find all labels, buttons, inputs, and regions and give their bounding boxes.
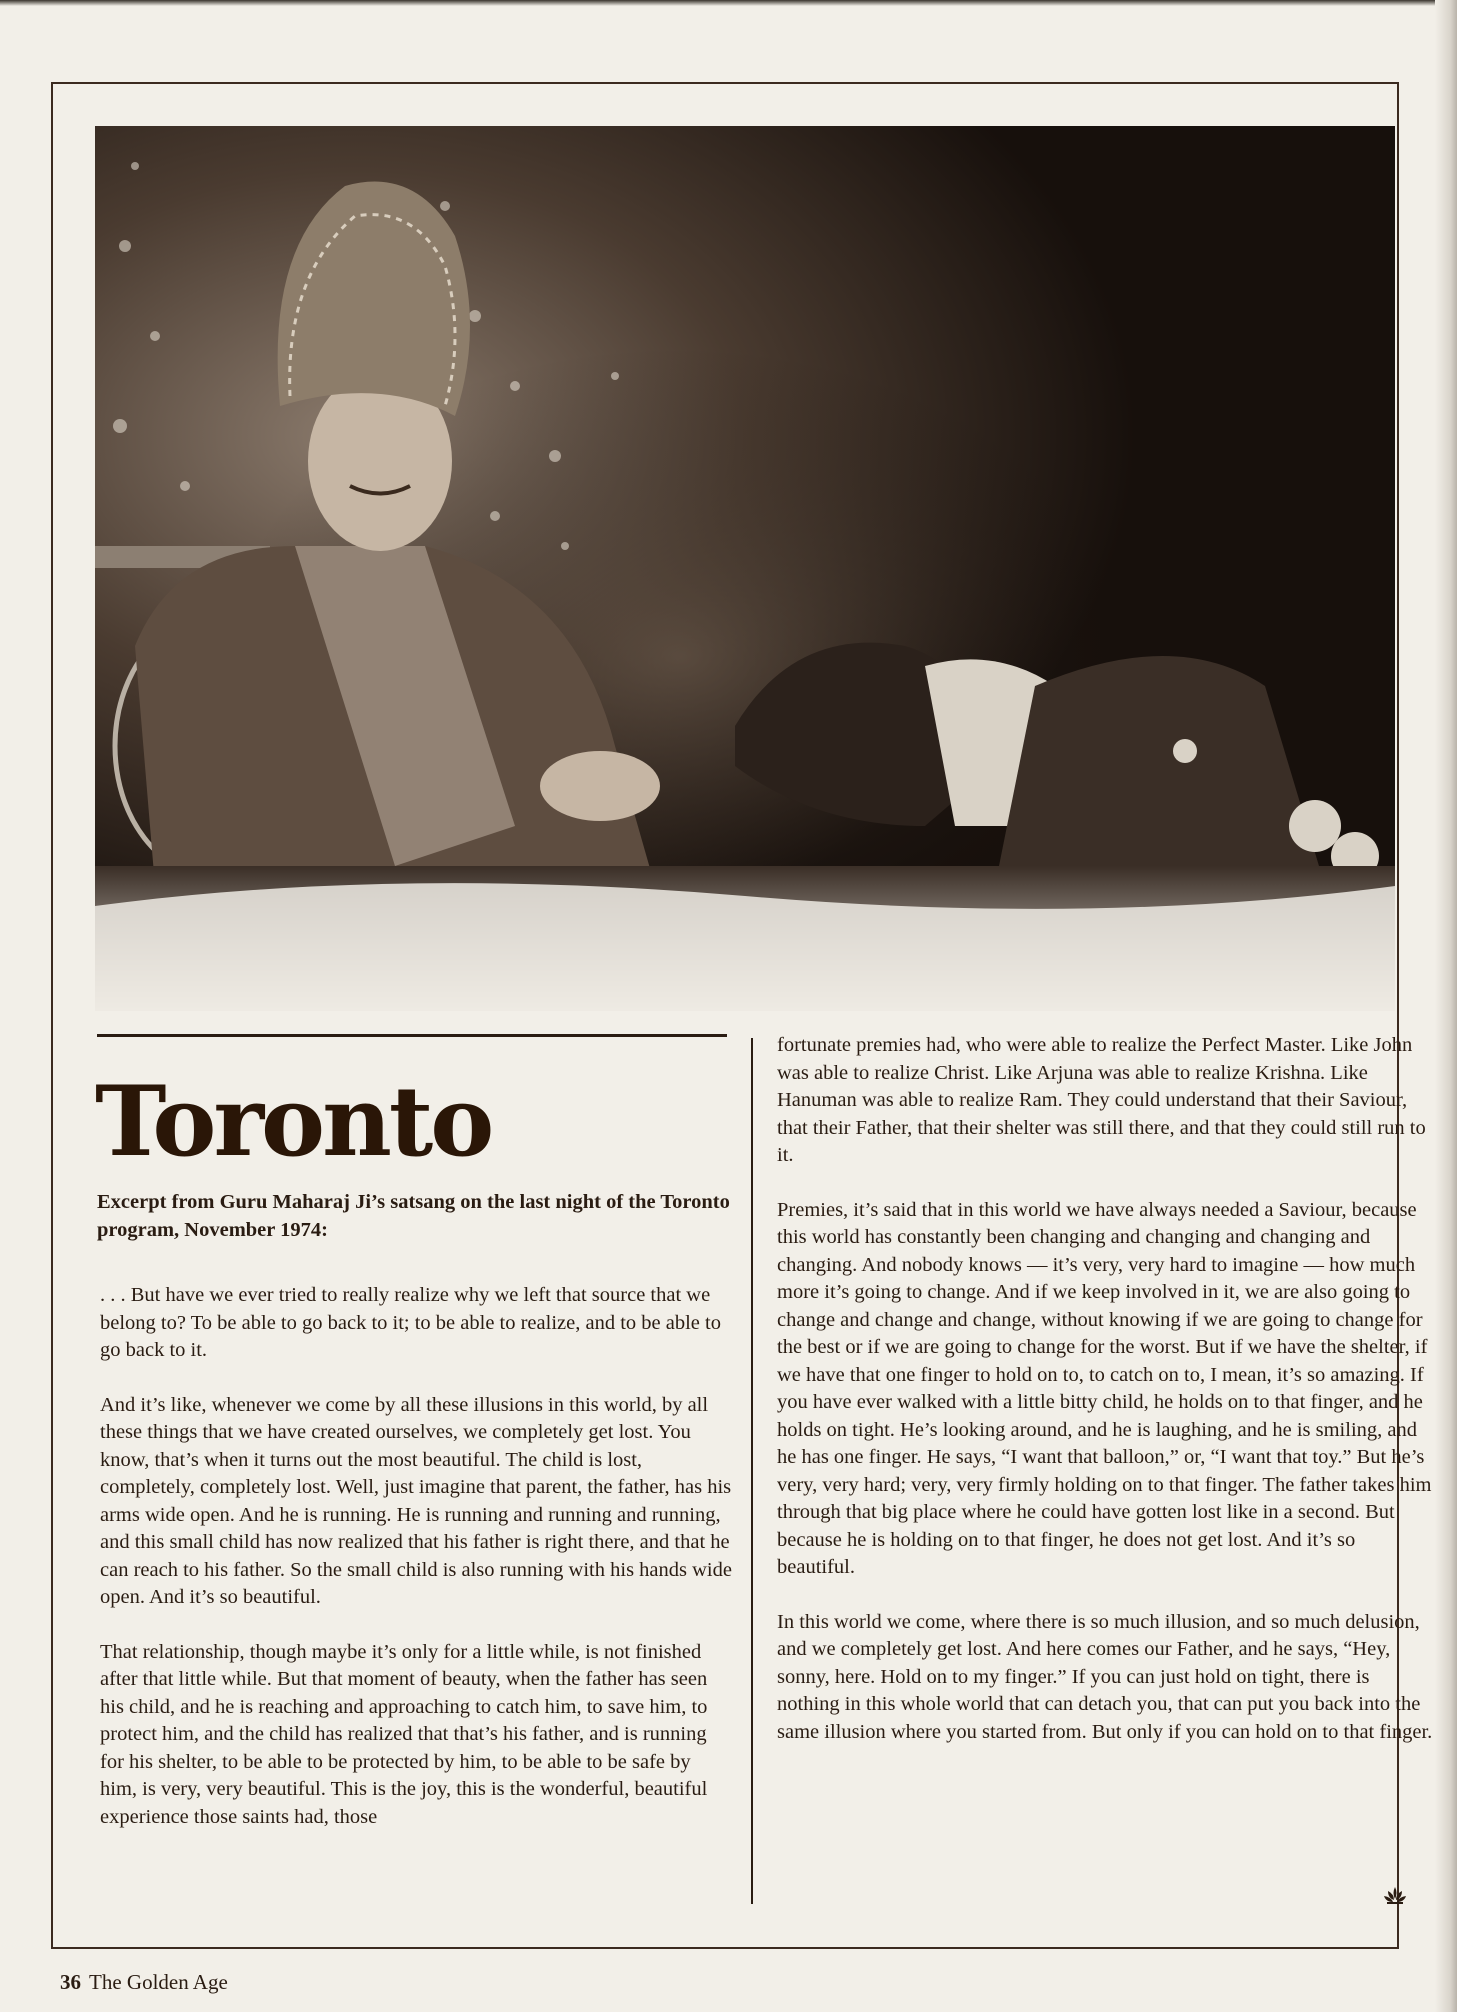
- page-top-shadow: [0, 0, 1457, 6]
- page-footer: [60, 1970, 228, 1995]
- page-number: 36: [60, 1970, 81, 1994]
- paragraph: That relationship, though maybe it’s only for a little while, is not finished after that little while. But that moment of beauty, when the father has seen his child, and he is reaching and approaching to catch him, to save him, to protect him, and the child has realized that that’s his father, and is running for his shelter, to be able to be protected by him, to be able to be safe by him, is very, very beautiful. This is the joy, this is the wonderful, beautiful experience those saints had, those: [100, 1640, 708, 1828]
- right-column: [777, 1032, 1437, 1773]
- paragraph: . . . But have we ever tried to really realize why we left that source that we belong to? To be able to go back to it; to be able to realize, and to be able to go back to it.: [100, 1284, 721, 1361]
- article-subtitle: Excerpt from Guru Maharaj Ji’s satsang on the last night of the Toronto program, November 1974:: [97, 1191, 730, 1241]
- column-divider: [751, 1038, 753, 1904]
- paragraph: And it’s like, whenever we come by all these illusions in this world, by all these things that we have created ourselves, we completely get lost. You know, that’s when it turns out the most beautiful. The child is lost, completely, completely lost. Well, just imagine that parent, the father, has his arms wide open. And he is running. He is running and running and running, and this small child has now realized that his father is right there, and that he can reach to his father. So the small child is also running with his hands wide open. And it’s so beautiful.: [100, 1393, 732, 1608]
- lotus-icon: [1383, 1886, 1407, 1904]
- article-title: Toronto: [95, 1065, 492, 1178]
- left-column: [100, 1282, 732, 1858]
- page-edge-shadow: [1435, 0, 1457, 2012]
- paragraph: In this world we come, where there is so much illusion, and so much delusion, and we completely get lost. And here comes our Father, and he says, “Hey, sonny, here. Hold on to my finger.” If you can just hold on tight, there is nothing in this whole world that can detach you, that can put you back into the same illusion where you started from. But only if you can hold on to that finger.: [777, 1610, 1433, 1743]
- photo-illustration: [95, 126, 1395, 1011]
- publication-name: The Golden Age: [89, 1970, 228, 1994]
- title-rule: [97, 1034, 727, 1037]
- paragraph: fortunate premies had, who were able to realize the Perfect Master. Like John was able to realize Christ. Like Arjuna was able to realize Krishna. Like Hanuman was able to realize Ram. They could understand that their Saviour, that their Father, that their shelter was still there, and that they could still run to it.: [777, 1034, 1426, 1166]
- paragraph: Premies, it’s said that in this world we have always needed a Saviour, because this world has constantly been changing and changing and changing and changing. And nobody knows — it’s very, very hard to imagine — how much more it’s going to change. And if we keep involved in it, we are also going to change and change and change, without knowing if we are going to change for the best or if we are going to change for the worst. But if we have the shelter, if we have that one finger to hold on to, to catch on to, I mean, it’s so amazing. If you have ever walked with a little bitty child, he holds on to that finger, and he holds on tight. He’s looking around, and he is laughing, and he is smiling, and he has one finger. He says, “I want that balloon,” or, “I want that toy.” But he’s very, very hard; very, very firmly holding on to that finger. The father takes him through that big place where he could have gotten lost like in a second. But because he is holding on to that finger, he does not get lost. And it’s so beautiful.: [777, 1198, 1432, 1578]
- article-photo: [95, 126, 1395, 1011]
